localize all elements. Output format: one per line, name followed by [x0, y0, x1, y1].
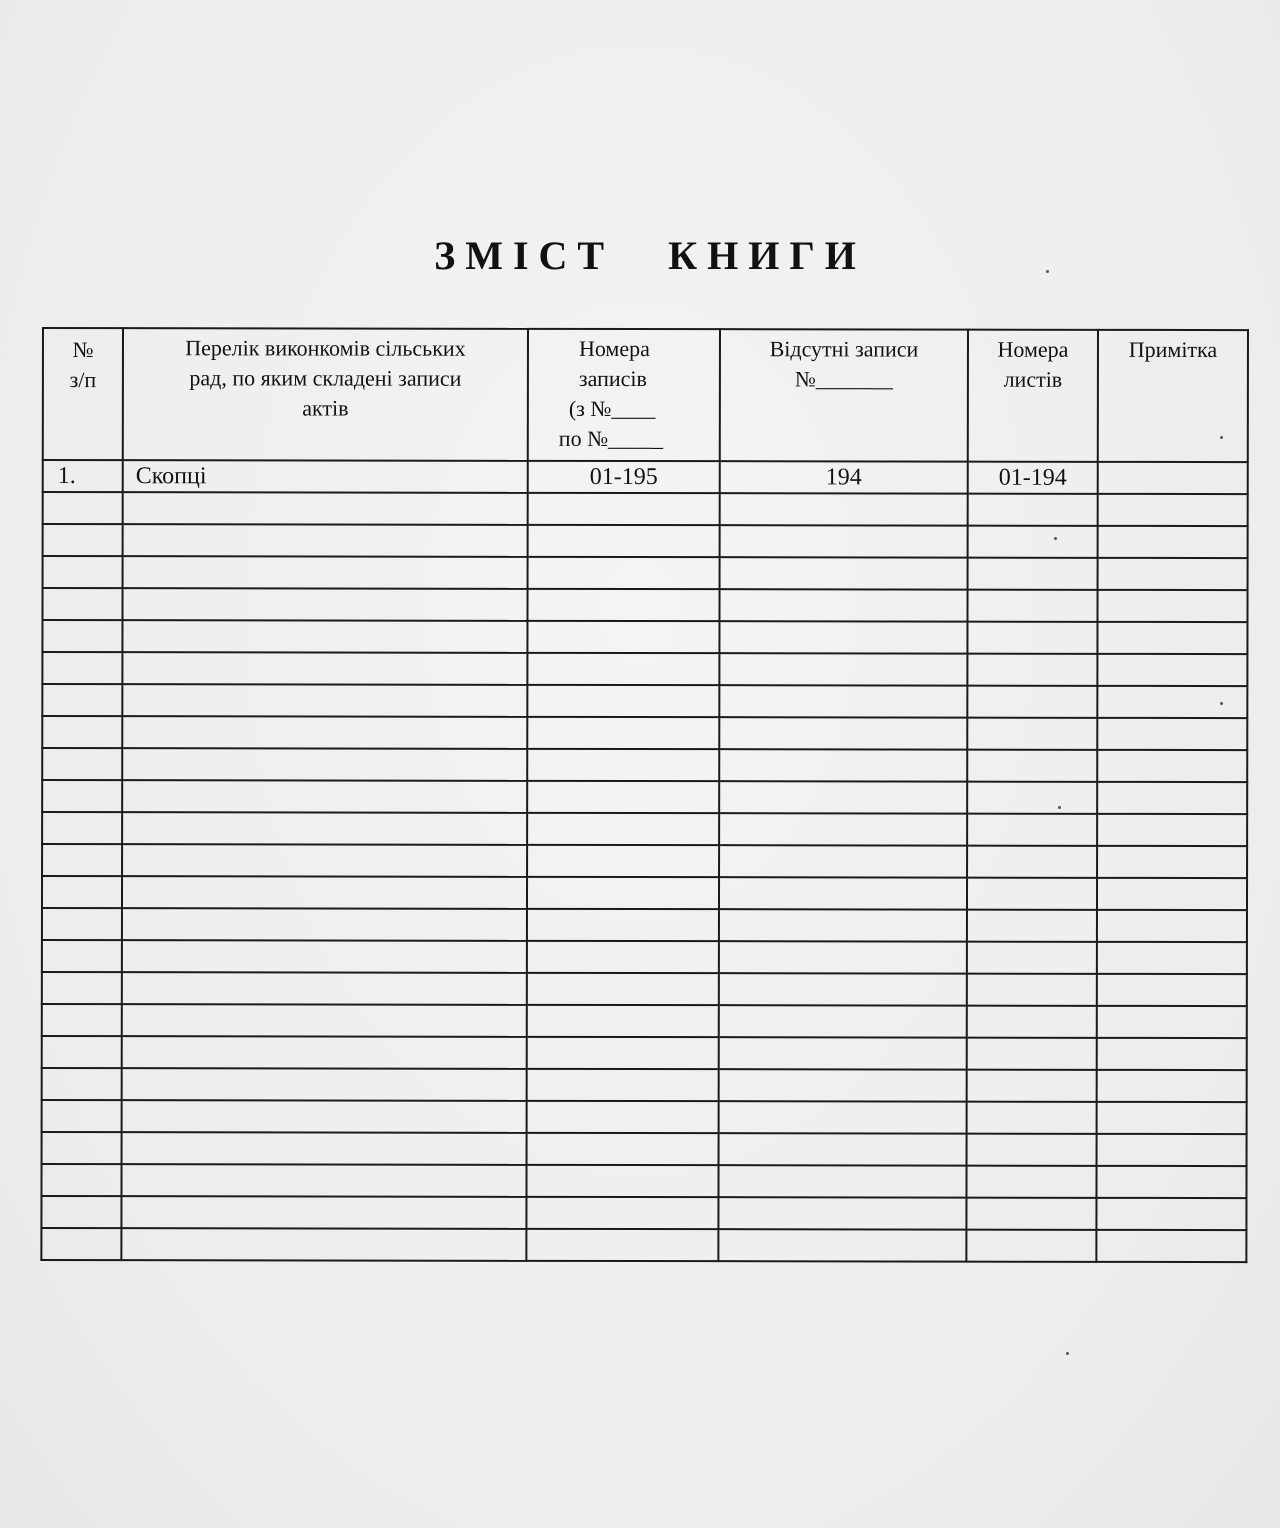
table-row-empty [41, 1164, 1246, 1198]
table-row-empty [42, 588, 1247, 622]
cell-missing [719, 909, 967, 941]
cell-sheets [968, 494, 1098, 526]
cell-missing [719, 749, 967, 781]
cell-records [527, 1037, 719, 1069]
header-sheets-line: Номера [997, 336, 1069, 362]
cell-note [1097, 846, 1247, 878]
cell-records [526, 1165, 718, 1197]
table-row-empty [42, 1132, 1247, 1166]
cell-council [122, 620, 527, 653]
cell-sheets: 01-194 [968, 462, 1098, 494]
cell-sheets [967, 590, 1097, 622]
header-records-line: по №_____ [558, 425, 664, 452]
table-row-empty [43, 524, 1248, 558]
cell-records [527, 973, 719, 1005]
cell-missing [719, 1005, 967, 1037]
header-note [1098, 330, 1248, 462]
cell-missing [718, 1197, 966, 1229]
table-row-empty [41, 1228, 1246, 1262]
cell-note [1097, 878, 1247, 910]
cell-missing [720, 493, 968, 525]
table-row [43, 460, 1248, 494]
cell-records [527, 813, 719, 845]
cell-sheets [967, 782, 1097, 814]
cell-note [1098, 462, 1248, 494]
cell-number [42, 812, 122, 844]
cell-missing [719, 781, 967, 813]
cell-note [1098, 494, 1248, 526]
header-councils-line: рад, по яким складені записи [189, 365, 462, 391]
cell-number [42, 780, 122, 812]
cell-missing [719, 685, 967, 717]
cell-note [1097, 718, 1247, 750]
cell-number [43, 524, 123, 556]
cell-note [1097, 1038, 1247, 1070]
cell-number [42, 716, 122, 748]
table-row-empty [42, 620, 1247, 654]
cell-records [527, 1101, 719, 1133]
cell-missing [719, 717, 967, 749]
cell-council [122, 1036, 527, 1069]
cell-sheets [968, 558, 1098, 590]
cell-sheets [967, 1134, 1097, 1166]
cell-number [42, 876, 122, 908]
cell-records [527, 941, 719, 973]
cell-sheets [966, 1198, 1096, 1230]
cell-council [123, 492, 528, 525]
cell-missing [719, 1069, 967, 1101]
header-missing-line: №_______ [794, 366, 893, 392]
cell-note [1096, 1166, 1246, 1198]
header-note-line: Примітка [1128, 336, 1218, 363]
cell-council [122, 684, 527, 717]
cell-note [1098, 526, 1248, 558]
cell-note [1097, 942, 1247, 974]
paper-speck [1054, 537, 1057, 540]
header-records-line: записів [578, 365, 647, 392]
header-record-numbers [528, 329, 720, 461]
cell-number [42, 620, 122, 652]
header-records-line: Номера [578, 335, 650, 362]
cell-note [1096, 1230, 1246, 1262]
cell-records [527, 749, 719, 781]
header-sheets-line: листів [1003, 366, 1063, 392]
cell-council [122, 780, 527, 813]
cell-records [527, 909, 719, 941]
cell-note [1096, 1198, 1246, 1230]
cell-number [42, 1004, 122, 1036]
cell-records [527, 1069, 719, 1101]
cell-council [122, 940, 527, 973]
table-row-empty [42, 716, 1247, 750]
cell-note [1097, 1102, 1247, 1134]
cell-number [41, 1196, 121, 1228]
cell-sheets [967, 1102, 1097, 1134]
header-records-line: (з №____ [568, 395, 656, 422]
cell-council [121, 1164, 526, 1197]
cell-missing [719, 813, 967, 845]
paper-speck [1220, 702, 1223, 705]
cell-sheets [967, 814, 1097, 846]
cell-note [1097, 1134, 1247, 1166]
table-row-empty [42, 684, 1247, 718]
paper-speck [1058, 806, 1061, 809]
cell-records: 01-195 [528, 461, 720, 493]
table-row-empty [42, 1100, 1247, 1134]
header-number-line: з/п [69, 367, 97, 393]
header-councils [123, 328, 528, 461]
cell-records [528, 525, 720, 557]
table-row-empty [42, 940, 1247, 974]
cell-records [527, 1005, 719, 1037]
cell-note [1097, 782, 1247, 814]
cell-number [42, 684, 122, 716]
cell-missing: 194 [720, 461, 968, 493]
cell-records [527, 653, 719, 685]
table-row-empty [42, 1036, 1247, 1070]
cell-records [527, 845, 719, 877]
cell-note [1098, 558, 1248, 590]
cell-number [42, 748, 122, 780]
cell-missing [719, 621, 967, 653]
cell-number [41, 1228, 121, 1260]
table-row-empty [42, 812, 1247, 846]
cell-council [121, 1196, 526, 1229]
cell-note [1097, 814, 1247, 846]
cell-sheets [967, 942, 1097, 974]
cell-council [122, 1132, 527, 1165]
cell-sheets [967, 974, 1097, 1006]
cell-council [122, 908, 527, 941]
cell-records [528, 557, 720, 589]
cell-records [527, 717, 719, 749]
cell-records [527, 685, 719, 717]
cell-missing [720, 557, 968, 589]
cell-number [42, 1036, 122, 1068]
cell-missing [720, 525, 968, 557]
cell-note [1097, 1006, 1247, 1038]
cell-missing [718, 1165, 966, 1197]
cell-council [122, 652, 527, 685]
cell-sheets [967, 686, 1097, 718]
table-row-empty [42, 748, 1247, 782]
cell-number [42, 844, 122, 876]
table-header-row [43, 328, 1248, 462]
paper-speck [1066, 1352, 1069, 1355]
cell-council [122, 748, 527, 781]
cell-note [1097, 1070, 1247, 1102]
table-row-empty [43, 492, 1248, 526]
table-row-empty [41, 1196, 1246, 1230]
cell-note [1097, 750, 1247, 782]
cell-number [42, 940, 122, 972]
table-row-empty [42, 1004, 1247, 1038]
page-title: ЗМІСТ КНИГИ [434, 233, 866, 278]
cell-records [527, 781, 719, 813]
cell-number: 1. [43, 460, 123, 492]
cell-missing [718, 1229, 966, 1261]
cell-council [121, 1228, 526, 1261]
cell-council: Скопці [123, 460, 528, 493]
cell-missing [719, 1037, 967, 1069]
table-body [41, 460, 1247, 1262]
cell-missing [719, 877, 967, 909]
cell-council [122, 588, 527, 621]
cell-sheets [967, 750, 1097, 782]
cell-sheets [967, 1070, 1097, 1102]
table-row-empty [42, 876, 1247, 910]
cell-number [42, 972, 122, 1004]
cell-number [42, 908, 122, 940]
header-missing-line: Відсутні записи [769, 336, 919, 362]
cell-records [527, 621, 719, 653]
cell-records [527, 1133, 719, 1165]
cell-council [122, 972, 527, 1005]
cell-number [43, 492, 123, 524]
cell-note [1097, 654, 1247, 686]
cell-note [1097, 686, 1247, 718]
paper-speck [1220, 436, 1223, 439]
cell-records [526, 1229, 718, 1261]
cell-sheets [967, 1006, 1097, 1038]
table-row-empty [43, 556, 1248, 590]
cell-sheets [967, 622, 1097, 654]
cell-missing [719, 653, 967, 685]
table-row-empty [42, 780, 1247, 814]
cell-number [42, 1132, 122, 1164]
cell-note [1097, 622, 1247, 654]
header-councils-line: Перелік виконкомів сільських [185, 335, 466, 361]
header-missing-records [720, 329, 968, 461]
cell-sheets [966, 1166, 1096, 1198]
table-row-empty [42, 908, 1247, 942]
cell-council [123, 524, 528, 557]
paper-speck [1046, 270, 1049, 273]
cell-council [122, 876, 527, 909]
header-sheet-numbers [968, 330, 1098, 462]
cell-note [1097, 974, 1247, 1006]
table-row-empty [42, 972, 1247, 1006]
cell-missing [719, 1101, 967, 1133]
cell-number [43, 556, 123, 588]
cell-sheets [967, 654, 1097, 686]
cell-number [42, 652, 122, 684]
cell-records [528, 493, 720, 525]
cell-council [122, 812, 527, 845]
cell-council [122, 844, 527, 877]
cell-sheets [967, 878, 1097, 910]
cell-number [42, 588, 122, 620]
cell-missing [719, 589, 967, 621]
cell-sheets [967, 910, 1097, 942]
table-row-empty [42, 844, 1247, 878]
cell-number [42, 1100, 122, 1132]
header-number-line: № [72, 337, 94, 363]
table-row-empty [42, 652, 1247, 686]
cell-council [122, 1004, 527, 1037]
cell-number [42, 1068, 122, 1100]
header-councils-line: актів [302, 395, 349, 421]
header-number [43, 328, 123, 460]
cell-records [527, 877, 719, 909]
cell-sheets [968, 526, 1098, 558]
cell-sheets [967, 718, 1097, 750]
cell-note [1097, 590, 1247, 622]
cell-council [122, 716, 527, 749]
cell-council [122, 1100, 527, 1133]
table-row-empty [42, 1068, 1247, 1102]
cell-sheets [966, 1230, 1096, 1262]
cell-sheets [967, 846, 1097, 878]
cell-number [41, 1164, 121, 1196]
cell-council [122, 1068, 527, 1101]
cell-missing [719, 845, 967, 877]
cell-missing [719, 973, 967, 1005]
cell-records [527, 589, 719, 621]
cell-missing [719, 941, 967, 973]
cell-note [1097, 910, 1247, 942]
contents-table [40, 327, 1249, 1263]
cell-council [123, 556, 528, 589]
cell-sheets [967, 1038, 1097, 1070]
cell-missing [719, 1133, 967, 1165]
cell-records [526, 1197, 718, 1229]
